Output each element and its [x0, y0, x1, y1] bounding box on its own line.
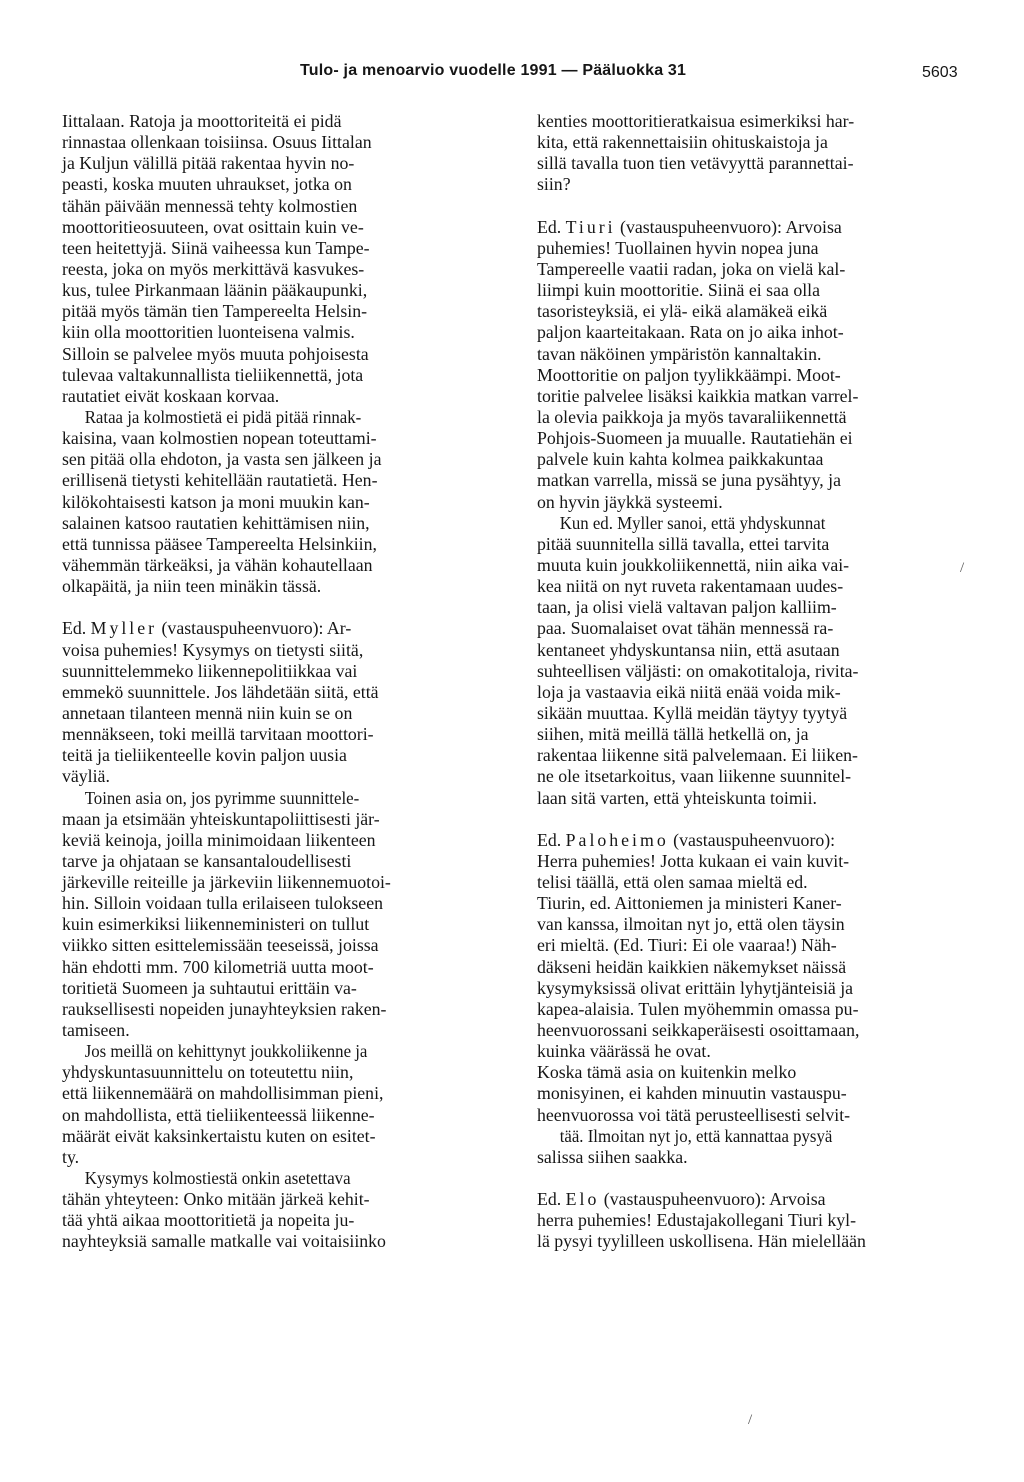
- text-line: toritietä Suomeen ja suhtautui erittäin va-: [62, 977, 357, 998]
- text-line: Pohjois-Suomeen ja muualle. Rautatiehän ei: [537, 428, 853, 449]
- text-line: heenvuorossani seikkaperäisesti osoittamaan,: [537, 1020, 860, 1041]
- text-line: suunnittelemmeko liikennepolitiikkaa vai: [62, 660, 358, 681]
- text-line: kus, tulee Pirkanmaan läänin pääkaupunki,: [62, 280, 368, 301]
- text-line: Ed. Elo (vastauspuheenvuoro): Arvoisa: [537, 1189, 826, 1210]
- scan-mark: /: [748, 1412, 753, 1428]
- text-line: tarve ja ohjataan se kansantaloudellisesti: [62, 850, 352, 871]
- paragraph-gap: [537, 809, 977, 830]
- text-line: ne ole itsetarkoitus, vaan liikenne suunnitel-: [537, 766, 852, 787]
- text-line: tähän päivään mennessä tehty kolmostien: [62, 195, 358, 216]
- text-line: Kun ed. Myller sanoi, että yhdyskunnat: [559, 512, 826, 533]
- speaker-name: Tiuri: [565, 216, 616, 237]
- text-line: on mahdollista, että tieliikenteessä liikenne-: [62, 1104, 375, 1125]
- text-line: paa. Suomalaiset ovat tähän mennessä ra-: [537, 618, 834, 639]
- text-line: yhdyskuntasuunnittelu on toteutettu niin,: [62, 1062, 354, 1083]
- text-line: määrät eivät kaksinkertaistu kuten on esitet-: [62, 1125, 376, 1146]
- text-line: tavan näköinen ympäristön kannaltakin.: [537, 343, 822, 364]
- text-line: liimpi kuin moottoritie. Siinä ei saa olla: [537, 280, 820, 301]
- text-line: Koska tämä asia on kuitenkin melko: [537, 1062, 797, 1083]
- text-line: tulevaa valtakunnallista tieliikennettä, jota: [62, 364, 364, 385]
- text-line: moottoritieosuuteen, ovat osittain kuin ve-: [62, 216, 364, 237]
- text-line: kiin olla moottoritien luonteisena valmis.: [62, 322, 355, 343]
- text-line: tasoristeyksiä, ei ylä- eikä alamäkeä eikä: [537, 301, 828, 322]
- text-line: kenties moottoritieratkaisua esimerkiksi har-: [537, 111, 855, 131]
- text-line: Iittalaan. Ratoja ja moottoriteitä ei pidä: [62, 111, 342, 131]
- text-line: vähemmän tärkeäksi, ja vähän kohautellaan: [62, 554, 373, 575]
- text-line: Moottoritie on paljon tyylikkäämpi. Moot-: [537, 364, 841, 385]
- text-line: siihen, mitä meillä tällä hetkellä on, ja: [537, 724, 809, 745]
- text-line: Ed. Paloheimo (vastauspuheenvuoro):: [537, 829, 836, 850]
- text-line: Rataa ja kolmostietä ei pidä pitää rinnak-: [84, 406, 362, 427]
- text-line: rauksellisesti nopeiden junayhteyksien raken-: [62, 998, 387, 1019]
- text-line: telisi täällä, että olen samaa mieltä ed.: [537, 872, 808, 893]
- text-line: erillisenä tietysti kehitellään rautatietä. Hen-: [62, 470, 378, 491]
- text-line: Herra puhemies! Jotta kukaan ei vain kuvit-: [537, 850, 850, 871]
- text-line: keviä keinoja, joilla minimoidaan liikenteen: [62, 829, 376, 850]
- text-line: annetaan tilanteen mennä niin kuin se on: [62, 702, 353, 723]
- text-line: teitä ja tieliikenteelle kovin paljon uusia: [62, 745, 347, 766]
- text-line: emmekö suunnittele. Jos lähdetään siitä, että: [62, 681, 379, 702]
- text-line: loja ja vastaavia eikä niitä enää voida mik-: [537, 681, 841, 702]
- text-line: la olevia paikkoja ja myös tavaraliikennettä: [537, 406, 847, 427]
- text-line: kysymyksissä olivat erittäin lyhytjänteisiä ja: [537, 977, 854, 998]
- text-line: siin?: [537, 174, 571, 195]
- text-line: kea niitä on nyt ruveta rakentamaan uudes-: [537, 576, 844, 597]
- text-line: kuinka väärässä he ovat.: [537, 1041, 711, 1062]
- text-line: kapea-alaisia. Tulen myöhemmin omassa pu-: [537, 998, 859, 1019]
- text-line: herra puhemies! Edustajakollegani Tiuri kyl-: [537, 1210, 857, 1231]
- text-line: sillä tavalla tuon tien vetävyyttä parannettai-: [537, 153, 854, 174]
- text-line: on hyvin jäykkä systeemi.: [537, 491, 723, 512]
- text-line: pitää myös tämän tien Tampereelta Helsin-: [62, 301, 368, 322]
- text-line: puhemies! Tuollainen hyvin nopea juna: [537, 237, 819, 258]
- text-line: matkan varrella, missä se juna pysähtyy, ja: [537, 470, 841, 491]
- text-line: että tunnissa pääsee Tampereelta Helsinkiin,: [62, 533, 377, 554]
- text-line: Jos meillä on kehittynyt joukkoliikenne ja: [84, 1041, 368, 1062]
- text-line: sikään muuttaa. Kyllä meidän täytyy tyytyä: [537, 702, 848, 723]
- text-line: monisyinen, ei kahden minuutin vastauspu-: [537, 1083, 847, 1104]
- text-line: hän ehdotti mm. 700 kilometriä uutta moot-: [62, 956, 374, 977]
- text-line: taan, ja olisi vielä valtavan paljon kalliim-: [537, 597, 837, 618]
- left-text-column: [62, 111, 507, 1253]
- text-line: järkeville reiteille ja järkeviin liikennemuotoi-: [62, 872, 391, 893]
- text-line: hin. Silloin voidaan tulla erilaiseen tulokseen: [62, 893, 383, 914]
- text-line: Toinen asia on, jos pyrimme suunnittele-: [84, 787, 360, 808]
- text-line: kita, että rakennettaisiin ohituskaistoja ja: [537, 132, 828, 153]
- paragraph-gap: [62, 597, 507, 618]
- right-text-column: [537, 111, 977, 1253]
- text-line: tää. Ilmoitan nyt jo, että kannattaa pysyä: [559, 1125, 833, 1146]
- text-line: mennäkseen, toki meillä tarvitaan moottori-: [62, 724, 374, 745]
- text-line: palvele kuin kahta kolmea paikkakuntaa: [537, 449, 824, 470]
- text-line: rakentaa liikenne sitä palvelemaan. Ei liiken-: [537, 745, 858, 766]
- speaker-name: Paloheimo: [565, 829, 669, 850]
- scan-mark: /: [960, 560, 965, 576]
- text-line: rinnastaa ollenkaan toisiinsa. Osuus Iittalan: [62, 132, 372, 153]
- text-line: nayhteyksiä samalle matkalle vai voitaisiinko: [62, 1231, 386, 1252]
- paragraph-gap: [537, 196, 977, 217]
- text-line: reesta, joka on myös merkittävä kasvukes-: [62, 258, 365, 279]
- paragraph-gap: [537, 1168, 977, 1189]
- text-line: däkseni heidän kaikkien näkemykset näissä: [537, 956, 847, 977]
- text-line: kentaneet yhdyskuntansa niin, että asutaan: [537, 639, 840, 660]
- running-header: [0, 52, 1024, 82]
- text-line: muuta kuin joukkoliikennettä, niin aika vai-: [537, 554, 850, 575]
- text-line: Tiurin, ed. Aittoniemen ja ministeri Kaner-: [537, 893, 842, 914]
- text-line: että liikennemäärä on mahdollisimman pieni,: [62, 1083, 384, 1104]
- text-line: kaisina, vaan kolmostien nopean toteuttami-: [62, 428, 377, 449]
- text-line: laan sitä varten, että yhteiskunta toimii.: [537, 787, 817, 808]
- text-line: heenvuorossa voi tätä perusteellisesti selvit-: [537, 1104, 851, 1125]
- text-line: salainen katsoo rautatien kehittämisen niin,: [62, 512, 370, 533]
- text-line: kuin esimerkiksi liikenneministeri on tullut: [62, 914, 370, 935]
- text-line: lä pysyi tyylilleen uskollisena. Hän mielellään: [537, 1231, 866, 1252]
- text-line: tamiseen.: [62, 1020, 130, 1041]
- text-line: voisa puhemies! Kysymys on tietysti siitä,: [62, 639, 364, 660]
- text-line: Tampereelle vaatii radan, joka on vielä kal-: [537, 258, 846, 279]
- text-line: rautatiet eivät koskaan korvaa.: [62, 385, 280, 406]
- text-line: peasti, koska muuten uhraukset, jotka on: [62, 174, 352, 195]
- text-line: viikko sitten esittelemissään teeseissä, joissa: [62, 935, 379, 956]
- text-line: Ed. Myller (vastauspuheenvuoro): Ar-: [62, 618, 352, 639]
- text-line: tää yhtä aikaa moottoritietä ja nopeita ju-: [62, 1210, 355, 1231]
- text-line: pitää suunnitella sillä tavalla, ettei tarvita: [537, 533, 830, 554]
- text-line: maan ja etsimään yhteiskuntapoliittisesti jär-: [62, 808, 380, 829]
- speaker-name: Elo: [565, 1189, 600, 1210]
- header-title: Tulo- ja menoarvio vuodelle 1991 — Pääluokka 31: [300, 62, 687, 79]
- text-line: suhteellisen väljästi: on omakotitaloja, rivita-: [537, 660, 859, 681]
- text-line: Silloin se palvelee myös muuta pohjoisesta: [62, 343, 369, 364]
- text-line: ty.: [62, 1146, 80, 1167]
- text-line: Kysymys kolmostiestä onkin asetettava: [84, 1168, 351, 1189]
- text-line: paljon kaarteitakaan. Rata on jo aika inhot-: [537, 322, 844, 343]
- text-line: tähän yhteyteen: Onko mitään järkeä kehit-: [62, 1189, 370, 1210]
- text-line: Ed. Tiuri (vastauspuheenvuoro): Arvoisa: [537, 216, 842, 237]
- text-line: eri mieltä. (Ed. Tiuri: Ei ole vaaraa!) Näh-: [537, 935, 837, 956]
- text-line: ja Kuljun välillä pitää rakentaa hyvin no-: [62, 153, 355, 174]
- text-line: salissa siihen saakka.: [537, 1146, 688, 1167]
- text-line: sen pitää olla ehdoton, ja vasta sen jälkeen ja: [62, 449, 382, 470]
- text-line: olkapäitä, ja niin teen minäkin tässä.: [62, 576, 322, 597]
- text-line: väyliä.: [62, 766, 110, 787]
- text-line: teen heitettyjä. Siinä vaiheessa kun Tampe-: [62, 237, 370, 258]
- speaker-name: Myller: [90, 618, 158, 639]
- text-line: van kanssa, ilmoitan nyt jo, että olen täysin: [537, 914, 845, 935]
- text-line: toritie palvelee lisäksi kaikkia matkan varrel-: [537, 385, 859, 406]
- text-line: kilökohtaisesti katson ja moni muukin kan-: [62, 491, 370, 512]
- page-number: 5603: [922, 64, 958, 81]
